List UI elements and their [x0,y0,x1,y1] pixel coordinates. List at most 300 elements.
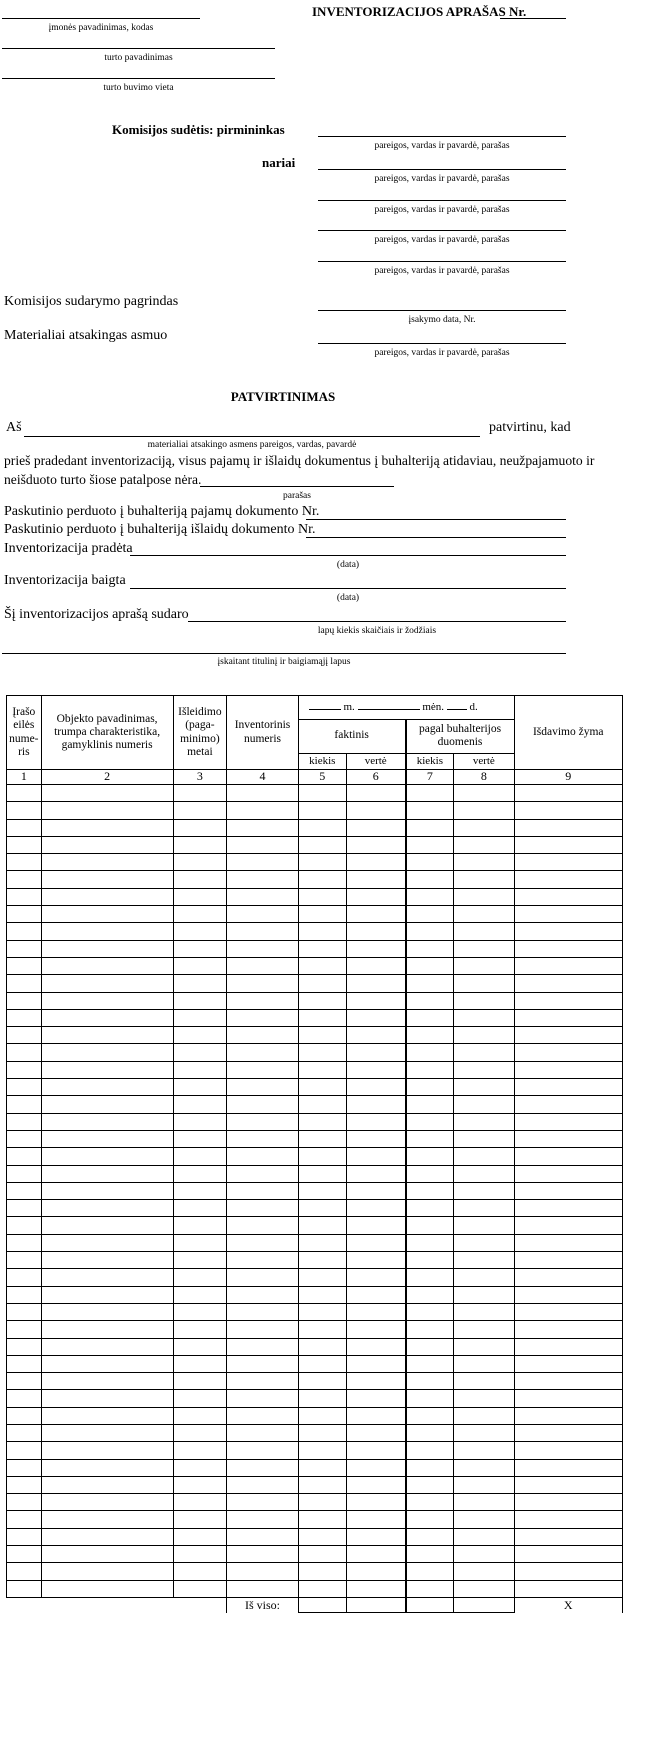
table-cell[interactable] [298,1096,346,1113]
table-cell[interactable] [227,1044,299,1061]
table-cell[interactable] [454,906,514,923]
table-cell[interactable] [454,1044,514,1061]
table-cell[interactable] [514,1148,623,1165]
table-cell[interactable] [514,975,623,992]
table-cell[interactable] [454,1494,514,1511]
table-cell[interactable] [406,1563,454,1580]
table-cell[interactable] [7,1373,42,1390]
table-cell[interactable] [173,854,227,871]
table-cell[interactable] [406,1009,454,1026]
table-cell[interactable] [227,1494,299,1511]
total-actual-value[interactable] [346,1597,405,1613]
table-cell[interactable] [454,1546,514,1563]
table-cell[interactable] [514,785,623,802]
table-cell[interactable] [406,1252,454,1269]
table-cell[interactable] [406,785,454,802]
table-cell[interactable] [298,1459,346,1476]
table-cell[interactable] [514,1407,623,1424]
table-cell[interactable] [298,836,346,853]
table-cell[interactable] [7,1130,42,1147]
table-cell[interactable] [454,1390,514,1407]
table-cell[interactable] [406,1476,454,1493]
table-cell[interactable] [454,1511,514,1528]
table-cell[interactable] [454,1200,514,1217]
table-cell[interactable] [346,1148,405,1165]
table-cell[interactable] [173,1148,227,1165]
table-cell[interactable] [514,1009,623,1026]
table-cell[interactable] [454,1528,514,1545]
table-cell[interactable] [7,1321,42,1338]
table-cell[interactable] [514,1079,623,1096]
table-cell[interactable] [298,1303,346,1320]
table-cell[interactable] [173,1252,227,1269]
table-cell[interactable] [227,1182,299,1199]
table-cell[interactable] [7,819,42,836]
table-cell[interactable] [454,1130,514,1147]
table-cell[interactable] [7,1546,42,1563]
responsible-line[interactable] [318,343,566,344]
table-cell[interactable] [41,940,173,957]
table-cell[interactable] [406,992,454,1009]
table-cell[interactable] [227,1407,299,1424]
table-cell[interactable] [173,1494,227,1511]
table-cell[interactable] [406,923,454,940]
table-cell[interactable] [298,1390,346,1407]
table-cell[interactable] [298,819,346,836]
table-cell[interactable] [7,940,42,957]
table-cell[interactable] [173,1234,227,1251]
table-cell[interactable] [298,906,346,923]
table-cell[interactable] [173,1303,227,1320]
table-cell[interactable] [298,1079,346,1096]
table-cell[interactable] [41,1252,173,1269]
table-cell[interactable] [346,1546,405,1563]
table-cell[interactable] [227,1528,299,1545]
table-cell[interactable] [346,1200,405,1217]
table-cell[interactable] [7,785,42,802]
table-cell[interactable] [298,1252,346,1269]
table-cell[interactable] [454,1165,514,1182]
table-cell[interactable] [41,802,173,819]
asset-name-line[interactable] [2,48,275,49]
table-cell[interactable] [41,1027,173,1044]
table-cell[interactable] [298,1217,346,1234]
table-cell[interactable] [41,975,173,992]
table-cell[interactable] [514,1044,623,1061]
table-cell[interactable] [41,1407,173,1424]
table-cell[interactable] [514,871,623,888]
table-cell[interactable] [346,1009,405,1026]
table-cell[interactable] [298,1546,346,1563]
table-cell[interactable] [346,940,405,957]
table-cell[interactable] [7,1511,42,1528]
document-number-line[interactable] [500,18,566,19]
table-cell[interactable] [454,1424,514,1441]
table-cell[interactable] [41,1476,173,1493]
table-cell[interactable] [514,1286,623,1303]
table-cell[interactable] [406,1165,454,1182]
table-cell[interactable] [298,923,346,940]
table-cell[interactable] [41,923,173,940]
table-cell[interactable] [227,1563,299,1580]
table-cell[interactable] [514,1113,623,1130]
table-cell[interactable] [406,1061,454,1078]
table-cell[interactable] [41,1182,173,1199]
table-cell[interactable] [227,1286,299,1303]
table-cell[interactable] [7,1182,42,1199]
table-cell[interactable] [514,1027,623,1044]
table-cell[interactable] [227,1009,299,1026]
table-cell[interactable] [454,1442,514,1459]
asset-location-line[interactable] [2,78,275,79]
table-cell[interactable] [173,1200,227,1217]
table-cell[interactable] [454,871,514,888]
table-cell[interactable] [514,1580,623,1597]
table-cell[interactable] [514,1182,623,1199]
table-cell[interactable] [227,1252,299,1269]
table-cell[interactable] [227,1148,299,1165]
table-cell[interactable] [298,854,346,871]
table-cell[interactable] [173,1113,227,1130]
table-cell[interactable] [41,992,173,1009]
table-cell[interactable] [406,1217,454,1234]
table-cell[interactable] [41,1286,173,1303]
table-cell[interactable] [7,992,42,1009]
table-cell[interactable] [7,1009,42,1026]
table-cell[interactable] [298,1286,346,1303]
table-cell[interactable] [514,888,623,905]
table-cell[interactable] [298,1200,346,1217]
table-cell[interactable] [173,871,227,888]
table-cell[interactable] [514,906,623,923]
table-cell[interactable] [514,1165,623,1182]
table-cell[interactable] [227,819,299,836]
member-line-3[interactable] [318,230,566,231]
table-cell[interactable] [346,1373,405,1390]
table-cell[interactable] [227,1217,299,1234]
table-cell[interactable] [346,1286,405,1303]
table-cell[interactable] [227,940,299,957]
table-cell[interactable] [514,1096,623,1113]
table-cell[interactable] [454,992,514,1009]
table-cell[interactable] [298,1061,346,1078]
table-cell[interactable] [346,1061,405,1078]
table-cell[interactable] [346,1303,405,1320]
table-cell[interactable] [298,802,346,819]
table-cell[interactable] [298,1044,346,1061]
table-cell[interactable] [227,888,299,905]
table-cell[interactable] [227,1355,299,1372]
table-cell[interactable] [173,1079,227,1096]
table-cell[interactable] [41,1459,173,1476]
table-cell[interactable] [346,1424,405,1441]
table-cell[interactable] [173,923,227,940]
table-cell[interactable] [7,1252,42,1269]
table-cell[interactable] [227,906,299,923]
table-cell[interactable] [346,888,405,905]
table-cell[interactable] [454,940,514,957]
table-cell[interactable] [227,1580,299,1597]
table-cell[interactable] [406,1528,454,1545]
table-cell[interactable] [514,1494,623,1511]
table-cell[interactable] [514,1459,623,1476]
table-cell[interactable] [514,992,623,1009]
table-cell[interactable] [514,1355,623,1372]
table-cell[interactable] [41,1563,173,1580]
table-cell[interactable] [173,1390,227,1407]
table-cell[interactable] [346,871,405,888]
table-cell[interactable] [454,1269,514,1286]
table-cell[interactable] [298,1442,346,1459]
table-cell[interactable] [454,1580,514,1597]
table-cell[interactable] [406,1459,454,1476]
table-cell[interactable] [454,1338,514,1355]
table-cell[interactable] [7,975,42,992]
table-cell[interactable] [298,1424,346,1441]
table-cell[interactable] [406,836,454,853]
table-cell[interactable] [41,1130,173,1147]
table-cell[interactable] [173,1546,227,1563]
table-cell[interactable] [454,1407,514,1424]
table-cell[interactable] [41,1442,173,1459]
table-cell[interactable] [41,1321,173,1338]
table-cell[interactable] [41,1044,173,1061]
table-cell[interactable] [173,1130,227,1147]
table-cell[interactable] [227,992,299,1009]
table-cell[interactable] [454,802,514,819]
table-cell[interactable] [7,1476,42,1493]
table-cell[interactable] [173,1217,227,1234]
table-cell[interactable] [7,1494,42,1511]
table-cell[interactable] [7,923,42,940]
table-cell[interactable] [173,1286,227,1303]
table-cell[interactable] [173,1528,227,1545]
member-line-2[interactable] [318,200,566,201]
table-cell[interactable] [227,1424,299,1441]
chair-line[interactable] [318,136,566,137]
table-cell[interactable] [406,1148,454,1165]
table-cell[interactable] [41,854,173,871]
table-cell[interactable] [41,1061,173,1078]
total-accounting-qty[interactable] [406,1597,454,1613]
table-cell[interactable] [346,1096,405,1113]
table-cell[interactable] [454,1182,514,1199]
table-cell[interactable] [514,1511,623,1528]
table-cell[interactable] [298,1130,346,1147]
table-cell[interactable] [454,785,514,802]
table-cell[interactable] [7,1165,42,1182]
table-cell[interactable] [406,1044,454,1061]
table-cell[interactable] [406,802,454,819]
table-cell[interactable] [7,1442,42,1459]
table-cell[interactable] [41,1148,173,1165]
table-cell[interactable] [406,1303,454,1320]
table-cell[interactable] [173,1580,227,1597]
table-cell[interactable] [346,802,405,819]
table-cell[interactable] [298,1407,346,1424]
table-cell[interactable] [454,1355,514,1372]
table-cell[interactable] [41,1355,173,1372]
table-cell[interactable] [454,1303,514,1320]
table-cell[interactable] [173,957,227,974]
table-cell[interactable] [227,1303,299,1320]
person-line[interactable] [24,436,480,437]
table-cell[interactable] [406,871,454,888]
table-cell[interactable] [406,1407,454,1424]
table-cell[interactable] [454,1079,514,1096]
table-cell[interactable] [298,1580,346,1597]
table-cell[interactable] [227,1390,299,1407]
table-cell[interactable] [298,1494,346,1511]
table-cell[interactable] [227,1546,299,1563]
table-cell[interactable] [298,957,346,974]
table-cell[interactable] [346,906,405,923]
table-cell[interactable] [7,1286,42,1303]
table-cell[interactable] [406,1200,454,1217]
table-cell[interactable] [406,957,454,974]
table-cell[interactable] [298,785,346,802]
table-cell[interactable] [227,1165,299,1182]
table-cell[interactable] [406,1182,454,1199]
table-cell[interactable] [346,1355,405,1372]
table-cell[interactable] [454,1234,514,1251]
table-cell[interactable] [7,836,42,853]
table-cell[interactable] [454,957,514,974]
table-cell[interactable] [7,1027,42,1044]
table-cell[interactable] [346,1269,405,1286]
table-cell[interactable] [7,1580,42,1597]
table-cell[interactable] [406,1511,454,1528]
table-cell[interactable] [7,1390,42,1407]
table-cell[interactable] [346,1044,405,1061]
table-cell[interactable] [298,888,346,905]
table-cell[interactable] [454,1217,514,1234]
table-cell[interactable] [227,854,299,871]
table-cell[interactable] [346,1182,405,1199]
table-cell[interactable] [173,1338,227,1355]
table-cell[interactable] [454,1476,514,1493]
table-cell[interactable] [406,1546,454,1563]
table-cell[interactable] [173,1321,227,1338]
table-cell[interactable] [7,1044,42,1061]
table-cell[interactable] [346,1165,405,1182]
table-cell[interactable] [406,888,454,905]
table-cell[interactable] [514,1528,623,1545]
table-cell[interactable] [41,1546,173,1563]
table-cell[interactable] [7,802,42,819]
table-cell[interactable] [298,1321,346,1338]
table-cell[interactable] [346,1580,405,1597]
table-cell[interactable] [514,1390,623,1407]
table-cell[interactable] [514,1252,623,1269]
table-cell[interactable] [346,1528,405,1545]
table-cell[interactable] [514,1130,623,1147]
table-cell[interactable] [7,1234,42,1251]
table-cell[interactable] [41,871,173,888]
table-cell[interactable] [41,1494,173,1511]
table-cell[interactable] [298,1476,346,1493]
table-cell[interactable] [514,1424,623,1441]
table-cell[interactable] [7,1217,42,1234]
table-cell[interactable] [227,1511,299,1528]
table-cell[interactable] [7,1459,42,1476]
table-cell[interactable] [346,819,405,836]
table-cell[interactable] [406,1321,454,1338]
table-cell[interactable] [406,1234,454,1251]
table-cell[interactable] [454,1459,514,1476]
table-cell[interactable] [406,940,454,957]
table-cell[interactable] [406,1373,454,1390]
table-cell[interactable] [41,1200,173,1217]
table-cell[interactable] [514,957,623,974]
table-cell[interactable] [454,1061,514,1078]
table-cell[interactable] [173,1165,227,1182]
table-cell[interactable] [7,888,42,905]
table-cell[interactable] [7,1528,42,1545]
table-cell[interactable] [454,1113,514,1130]
table-cell[interactable] [514,1269,623,1286]
table-cell[interactable] [41,1424,173,1441]
table-cell[interactable] [173,1563,227,1580]
table-cell[interactable] [227,1079,299,1096]
table-cell[interactable] [514,1061,623,1078]
table-cell[interactable] [346,1459,405,1476]
table-cell[interactable] [7,1096,42,1113]
table-cell[interactable] [514,1373,623,1390]
table-cell[interactable] [41,1511,173,1528]
table-cell[interactable] [514,1200,623,1217]
table-cell[interactable] [41,1079,173,1096]
table-cell[interactable] [298,940,346,957]
table-cell[interactable] [454,1009,514,1026]
table-cell[interactable] [298,1148,346,1165]
table-cell[interactable] [406,1269,454,1286]
table-cell[interactable] [173,1476,227,1493]
table-cell[interactable] [41,1009,173,1026]
table-cell[interactable] [227,1130,299,1147]
table-cell[interactable] [173,940,227,957]
table-cell[interactable] [514,819,623,836]
table-cell[interactable] [41,957,173,974]
table-cell[interactable] [7,1424,42,1441]
table-cell[interactable] [227,1113,299,1130]
table-cell[interactable] [173,1373,227,1390]
table-cell[interactable] [7,854,42,871]
table-cell[interactable] [227,1234,299,1251]
table-cell[interactable] [346,1130,405,1147]
table-cell[interactable] [298,1182,346,1199]
table-cell[interactable] [346,1494,405,1511]
table-cell[interactable] [406,1424,454,1441]
table-cell[interactable] [406,1113,454,1130]
table-cell[interactable] [227,1476,299,1493]
table-cell[interactable] [346,1027,405,1044]
table-cell[interactable] [7,1269,42,1286]
table-cell[interactable] [514,1563,623,1580]
table-cell[interactable] [41,1096,173,1113]
table-cell[interactable] [7,1061,42,1078]
table-cell[interactable] [406,1580,454,1597]
table-cell[interactable] [454,1563,514,1580]
table-cell[interactable] [41,1373,173,1390]
table-cell[interactable] [514,923,623,940]
table-cell[interactable] [41,1338,173,1355]
table-cell[interactable] [298,1528,346,1545]
income-doc-line[interactable] [306,519,566,520]
table-cell[interactable] [7,1079,42,1096]
table-cell[interactable] [514,854,623,871]
table-cell[interactable] [227,871,299,888]
